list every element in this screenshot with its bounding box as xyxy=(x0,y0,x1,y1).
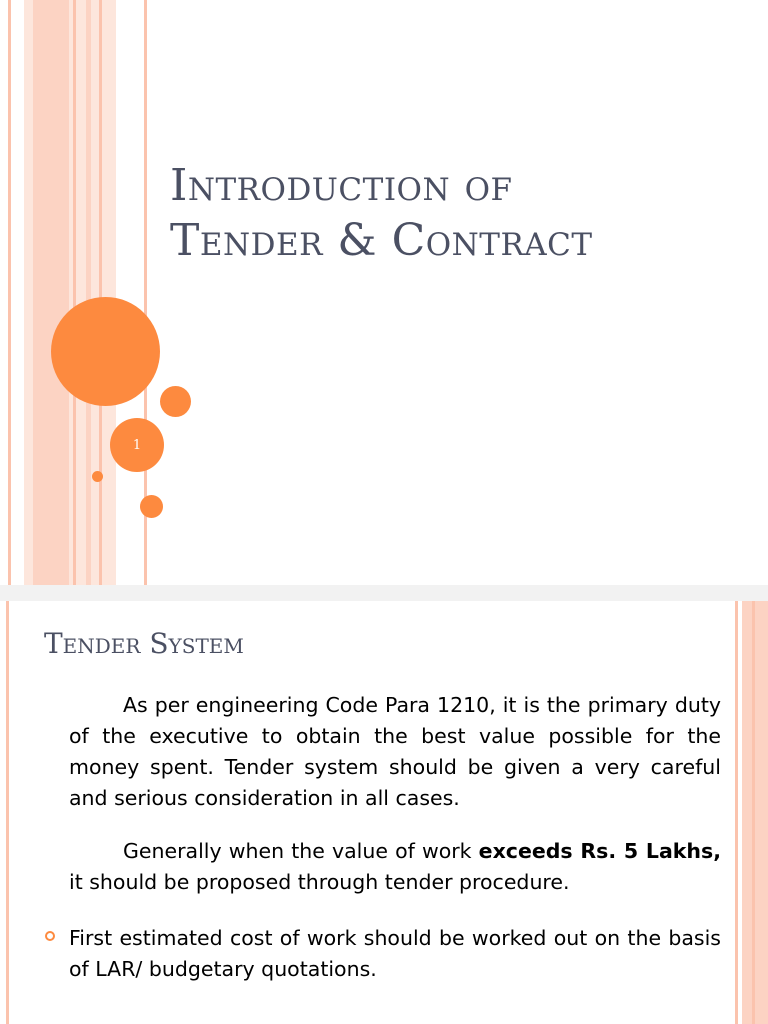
decor-stripe xyxy=(6,601,9,1024)
decor-stripe xyxy=(33,0,69,585)
slide-number: 1 xyxy=(110,418,164,472)
decor-stripe xyxy=(742,601,768,1024)
paragraph-2-text: Generally when the value of work xyxy=(123,839,479,863)
title-line-2: Tender & Contract xyxy=(170,215,593,266)
paragraph-2-text-end: it should be proposed through tender procedure. xyxy=(69,870,570,894)
slide-gap xyxy=(0,585,768,601)
bullet-item-1: First estimated cost of work should be worked out on the basis of LAR/ budgetary quotations. xyxy=(69,926,721,981)
content-slide xyxy=(0,601,768,1024)
decor-stripe xyxy=(99,0,102,585)
decor-stripe xyxy=(735,601,738,1024)
decor-circle-tiny xyxy=(92,471,103,482)
bullet-icon xyxy=(45,931,55,941)
title-line-1: Introduction of xyxy=(170,160,513,211)
paragraph-2 xyxy=(69,836,721,898)
decor-circle-large xyxy=(51,297,160,406)
slide-heading: Tender System xyxy=(44,627,244,660)
decor-stripe xyxy=(73,0,76,585)
paragraph-2-bold: exceeds Rs. 5 Lakhs, xyxy=(478,839,721,863)
decor-circle-small xyxy=(140,495,163,518)
decor-circle-small xyxy=(160,386,191,417)
paragraph-1: As per engineering Code Para 1210, it is the primary duty of the executive to obtain the best value possible for the money spent. Tender system should be given a very careful and serious consideration in all cases. xyxy=(69,693,721,810)
decor-stripe xyxy=(752,601,755,1024)
slide-title xyxy=(170,158,750,268)
decor-stripe xyxy=(8,0,11,585)
decor-stripe xyxy=(86,0,91,585)
